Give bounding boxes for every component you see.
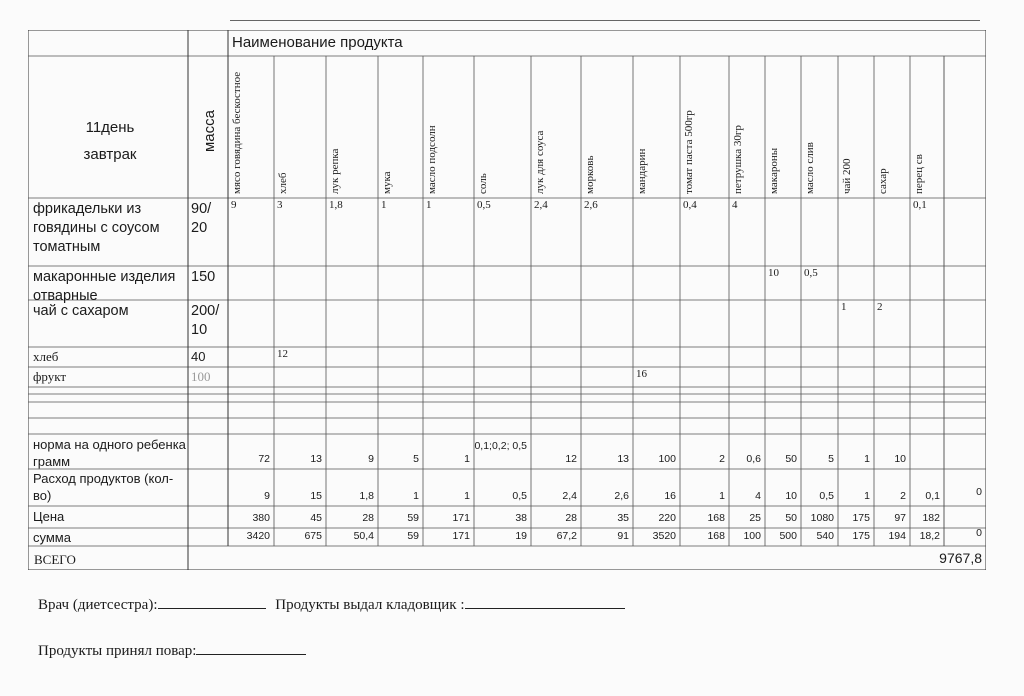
- sum-extra-value: 0: [976, 527, 982, 539]
- day-title: [30, 114, 190, 168]
- meal-name: завтрак: [83, 146, 137, 163]
- dish-quantity-cell: 2: [877, 301, 883, 313]
- price-value: 38: [515, 512, 527, 524]
- storekeeper-signature-field[interactable]: [465, 594, 625, 609]
- dish-quantity-cell: 9: [231, 199, 237, 211]
- dish-quantity-cell: 4: [732, 199, 738, 211]
- price-value: 25: [749, 512, 761, 524]
- dish-quantity-cell: 12: [277, 348, 288, 360]
- dish-quantity-cell: 1: [381, 199, 387, 211]
- price-label: Цена: [33, 509, 65, 524]
- menu-requirement-table: [28, 30, 986, 570]
- usage-value: 9: [264, 490, 270, 502]
- dish-quantity-cell: 10: [768, 267, 779, 279]
- norm-label: норма на одного ребенка грамм: [33, 437, 186, 469]
- norm-value: 9: [368, 453, 374, 465]
- price-value: 97: [894, 512, 906, 524]
- product-column-header: мандарин: [636, 148, 648, 194]
- product-column-header: масло подсолн: [426, 125, 438, 194]
- dish-quantity-cell: 2,6: [584, 199, 598, 211]
- product-column-header: томат паста 500гр: [683, 110, 695, 194]
- price-value: 168: [707, 512, 725, 524]
- usage-value: 1: [464, 490, 470, 502]
- product-column-header: чай 200: [841, 158, 853, 194]
- norm-value: 13: [617, 453, 629, 465]
- doctor-signature-field[interactable]: [158, 594, 266, 609]
- dish-name: макаронные изделия отварные: [33, 269, 176, 304]
- sum-value: 67,2: [556, 530, 577, 542]
- product-column-header: масло слив: [804, 142, 816, 194]
- sum-value: 50,4: [353, 530, 374, 542]
- price-value: 50: [785, 512, 797, 524]
- price-value: 45: [310, 512, 322, 524]
- price-value: 380: [252, 512, 270, 524]
- norm-value: 0,1;0,2; 0,5: [474, 440, 527, 452]
- sum-value: 500: [779, 530, 797, 542]
- usage-value: 10: [785, 490, 797, 502]
- sum-value: 19: [515, 530, 527, 542]
- price-value: 1080: [810, 512, 834, 524]
- sum-value: 171: [452, 530, 470, 542]
- norm-value: 1: [864, 453, 870, 465]
- dish-quantity-cell: 1: [426, 199, 432, 211]
- usage-value: 1: [413, 490, 419, 502]
- sum-value: 675: [304, 530, 322, 542]
- cook-signature-line: [38, 640, 306, 660]
- price-value: 35: [617, 512, 629, 524]
- usage-label: Расход продуктов (кол-во): [33, 471, 174, 503]
- sum-value: 175: [852, 530, 870, 542]
- norm-value: 5: [413, 453, 419, 465]
- total-value: 9767,8: [939, 550, 982, 566]
- doctor-signature-line: [38, 594, 625, 614]
- price-value: 28: [362, 512, 374, 524]
- dish-quantity-cell: 1,8: [329, 199, 343, 211]
- sum-value: 194: [888, 530, 906, 542]
- product-column-header: макароны: [768, 147, 780, 194]
- usage-value: 1: [864, 490, 870, 502]
- dish-quantity-cell: 2,4: [534, 199, 548, 211]
- product-title: Наименование продукта: [232, 34, 403, 51]
- usage-value: 1: [719, 490, 725, 502]
- sum-value: 91: [617, 530, 629, 542]
- usage-value: 2: [900, 490, 906, 502]
- norm-value: 1: [464, 453, 470, 465]
- norm-value: 5: [828, 453, 834, 465]
- product-column-header: мука: [381, 171, 393, 194]
- price-value: 175: [852, 512, 870, 524]
- usage-value: 0,5: [819, 490, 834, 502]
- norm-value: 12: [565, 453, 577, 465]
- sum-value: 18,2: [919, 530, 940, 542]
- dish-quantity-cell: 0,5: [804, 267, 818, 279]
- total-label: ВСЕГО: [34, 552, 76, 567]
- usage-value: 1,8: [359, 490, 374, 502]
- product-column-header: лук для соуса: [534, 130, 546, 194]
- dish-name: фрикадельки из говядины с соусом томатным: [33, 201, 160, 255]
- product-column-header: сахар: [877, 168, 889, 194]
- product-column-header: соль: [477, 173, 489, 194]
- dish-mass: 200/ 10: [191, 303, 220, 338]
- product-column-header: морковь: [584, 155, 596, 194]
- price-value: 182: [922, 512, 940, 524]
- dish-quantity-cell: 0,4: [683, 199, 697, 211]
- dish-name: хлеб: [33, 349, 59, 364]
- sum-value: 59: [407, 530, 419, 542]
- usage-extra-value: 0: [976, 486, 982, 498]
- product-column-header: перец св: [913, 154, 925, 194]
- dish-quantity-cell: 0,5: [477, 199, 491, 211]
- price-value: 171: [452, 512, 470, 524]
- mass-header: масса: [201, 110, 218, 152]
- price-value: 28: [565, 512, 577, 524]
- norm-value: 2: [719, 453, 725, 465]
- sum-value: 540: [816, 530, 834, 542]
- storekeeper-label: Продукты выдал кладовщик :: [275, 597, 465, 613]
- sum-label: сумма: [33, 530, 71, 545]
- dish-mass: 100: [191, 369, 211, 384]
- usage-value: 0,5: [512, 490, 527, 502]
- dish-mass: 40: [191, 349, 206, 364]
- price-value: 220: [658, 512, 676, 524]
- norm-value: 13: [310, 453, 322, 465]
- norm-value: 0,6: [746, 453, 761, 465]
- usage-value: 15: [310, 490, 322, 502]
- dish-quantity-cell: 0,1: [913, 199, 927, 211]
- dish-quantity-cell: 3: [277, 199, 283, 211]
- dish-name: чай с сахаром: [33, 303, 129, 319]
- usage-value: 0,1: [925, 490, 940, 502]
- dish-quantity-cell: 1: [841, 301, 847, 313]
- sum-value: 100: [743, 530, 761, 542]
- usage-value: 16: [664, 490, 676, 502]
- norm-value: 10: [894, 453, 906, 465]
- sum-value: 168: [707, 530, 725, 542]
- norm-value: 50: [785, 453, 797, 465]
- usage-value: 2,4: [562, 490, 577, 502]
- dish-name: фрукт: [33, 369, 67, 384]
- dish-quantity-cell: 16: [636, 368, 647, 380]
- sum-value: 3520: [652, 530, 676, 542]
- day-number: 11день: [85, 119, 135, 136]
- cook-label: Продукты принял повар:: [38, 643, 197, 659]
- usage-value: 2,6: [614, 490, 629, 502]
- sum-value: 3420: [246, 530, 270, 542]
- norm-value: 100: [658, 453, 676, 465]
- product-column-header: мясо говядина бескостное: [231, 71, 243, 194]
- price-value: 59: [407, 512, 419, 524]
- product-column-header: петрушка 30гр: [732, 125, 744, 194]
- product-column-header: лук репка: [329, 148, 341, 194]
- norm-value: 72: [258, 453, 270, 465]
- top-rule: [230, 20, 980, 21]
- product-column-header: хлеб: [277, 172, 289, 194]
- doctor-label: Врач (диетсестра):: [38, 597, 158, 613]
- dish-mass: 150: [191, 269, 216, 285]
- usage-value: 4: [755, 490, 761, 502]
- dish-mass: 90/ 20: [191, 201, 212, 236]
- cook-signature-field[interactable]: [196, 640, 306, 655]
